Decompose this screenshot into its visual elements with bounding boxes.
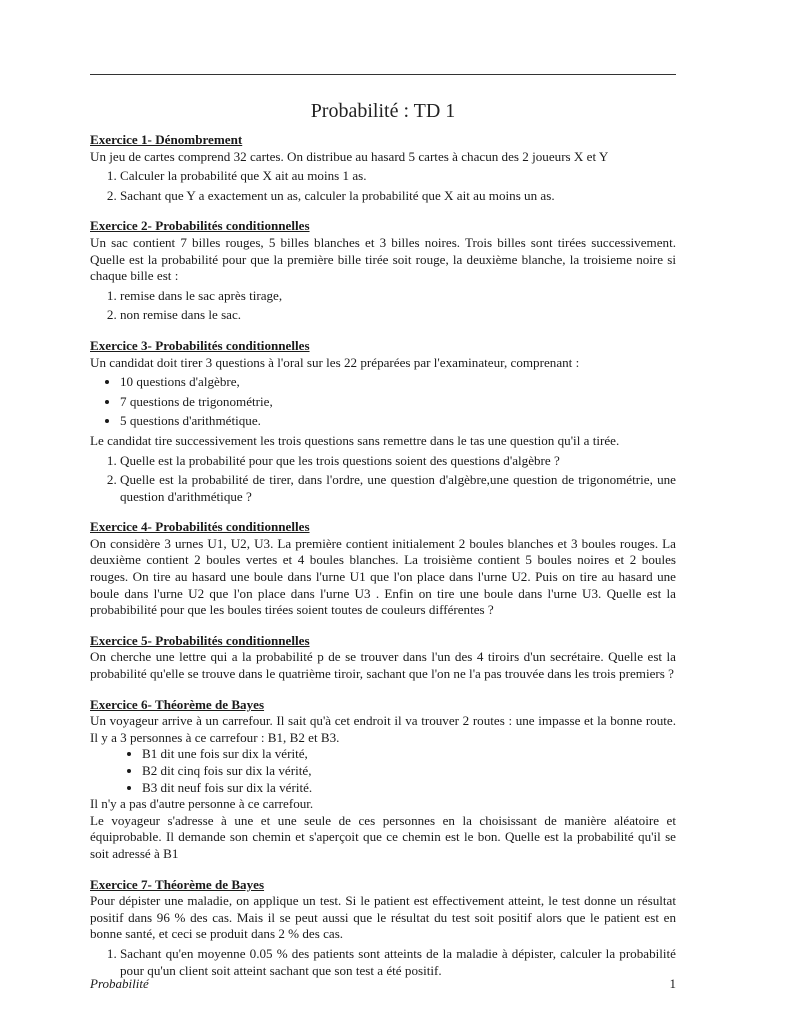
exercise-5 (90, 633, 676, 683)
exercise-title: Exercice 5- Probabilités conditionnelles (90, 632, 310, 648)
exercise-text: Un candidat doit tirer 3 questions à l'oral sur les 22 préparées par l'examinateur, comprenant : (90, 354, 580, 370)
question-list (90, 453, 676, 506)
exercise-title: Exercice 7- Théorème de Bayes (90, 876, 265, 892)
bullet-list (90, 746, 676, 796)
exercise-7 (90, 877, 676, 980)
exercise-title: Exercice 1- Dénombrement (90, 132, 243, 147)
question-item: 2. Quelle est la probabilité de tirer, dans l'ordre, une question d'algèbre,une question de trigonométrie, une question d'arithmétique ? (120, 472, 676, 505)
footer-title: Probabilité (90, 976, 149, 991)
exercise-text: Un sac contient 7 billes rouges, 5 billes blanches et 3 billes noires. Trois billes sont tirées successivement. Quelle est la probabilité pour que la première bille tirée soit rouge, la deuxième blanche, la troisieme noire si chaque bille est : (90, 234, 676, 284)
exercise-text: On cherche une lettre qui a la probabilité p de se trouver dans l'un des 4 tiroirs d'un secrétaire. Quelle est la probabilité qu'elle se trouve dans le quatrième tiroir, sachant que l'on ne l'a pas trouvée dans les trois premiers ? (90, 649, 676, 682)
question-item: 2. non remise dans le sac. (120, 307, 676, 324)
question-list (90, 288, 676, 324)
bullet-item: • B1 dit une fois sur dix la vérité, (142, 746, 676, 763)
bullet-list (90, 374, 676, 430)
exercise-title: Exercice 2- Probabilités conditionnelles (90, 218, 310, 234)
exercise-title: Exercice 6- Théorème de Bayes (90, 696, 265, 712)
exercise-text: Un voyageur arrive à un carrefour. Il sait qu'à cet endroit il va trouver 2 routes : une impasse et la bonne route. Il y a 3 personnes à ce carrefour : B1, B2 et B3. (90, 713, 676, 745)
exercise-2 (90, 218, 676, 324)
exercise-text: Le candidat tire successivement les trois questions sans remettre dans le tas une question qu'il a tirée. (90, 432, 620, 448)
bullet-item: • 7 questions de trigonométrie, (120, 394, 676, 411)
bullet-item: • 10 questions d'algèbre, (120, 374, 676, 391)
bullet-item: • 5 questions d'arithmétique. (120, 413, 676, 430)
exercise-text: On considère 3 urnes U1, U2, U3. La première contient initialement 2 boules blanches et 3 boules rouges. La deuxième contient 2 boules vertes et 4 boules blanches. La troisième contient 5 boules noires et 2 boules rouges. On tire au hasard une boule dans l'urne U1 que l'on place dans l'urne U2. Puis on tire au hasard une boule dans l'urne U2 que l'on place dans l'urne U3 . Enfin on tire une boule dans l'urne U3. Quelle est la probabibilité pour que les boules tirées soient toutes de couleurs différentes ? (90, 535, 676, 618)
exercise-4 (90, 519, 676, 619)
exercise-6 (90, 697, 676, 863)
exercise-title: Exercice 3- Probabilités conditionnelles (90, 337, 310, 353)
exercise-text: Il n'y a pas d'autre personne à ce carrefour. (90, 796, 314, 812)
question-item: 1. Sachant qu'en moyenne 0.05 % des patients sont atteints de la maladie à dépister, calculer la probabilité pour qu'un client soit atteint sachant que son test a été positif. (120, 946, 676, 979)
exercise-text: Le voyageur s'adresse à une et une seule de ces personnes en la choisissant de manière aléatoire et équiprobable. Il demande son chemin et s'aperçoit que ce chemin est le bon. Quelle est la probabilité qu'il se soit adressé à B1 (90, 812, 676, 861)
question-list (90, 168, 676, 204)
question-item: 1. Calculer la probabilité que X ait au moins 1 as. (120, 168, 676, 185)
exercise-3 (90, 338, 676, 505)
question-list (90, 946, 676, 979)
question-item: 2. Sachant que Y a exactement un as, calculer la probabilité que X ait au moins un as. (120, 188, 676, 205)
exercise-list (90, 132, 676, 982)
exercise-text: Un jeu de cartes comprend 32 cartes. On distribue au hasard 5 cartes à chacun des 2 joueurs X et Y (90, 148, 609, 164)
page-title: Probabilité : TD 1 (310, 100, 456, 122)
bullet-item: • B2 dit cinq fois sur dix la vérité, (142, 763, 676, 780)
bullet-item: • B3 dit neuf fois sur dix la vérité. (142, 780, 676, 797)
question-item: 1. remise dans le sac après tirage, (120, 288, 676, 305)
question-item: 1. Quelle est la probabilité pour que les trois questions soient des questions d'algèbre ? (120, 453, 676, 470)
page-number: 1 (669, 976, 676, 991)
exercise-1 (90, 132, 676, 204)
header-rule (90, 74, 676, 75)
exercise-text: Pour dépister une maladie, on applique un test. Si le patient est effectivement atteint, le test donne un résultat positif dans 96 % des cas. Mais il se peut aussi que le résultat du test soit positif alors que le patient est en bonne santé, et ceci se produit dans 2 % des cas. (90, 893, 676, 942)
exercise-title: Exercice 4- Probabilités conditionnelles (90, 519, 310, 535)
